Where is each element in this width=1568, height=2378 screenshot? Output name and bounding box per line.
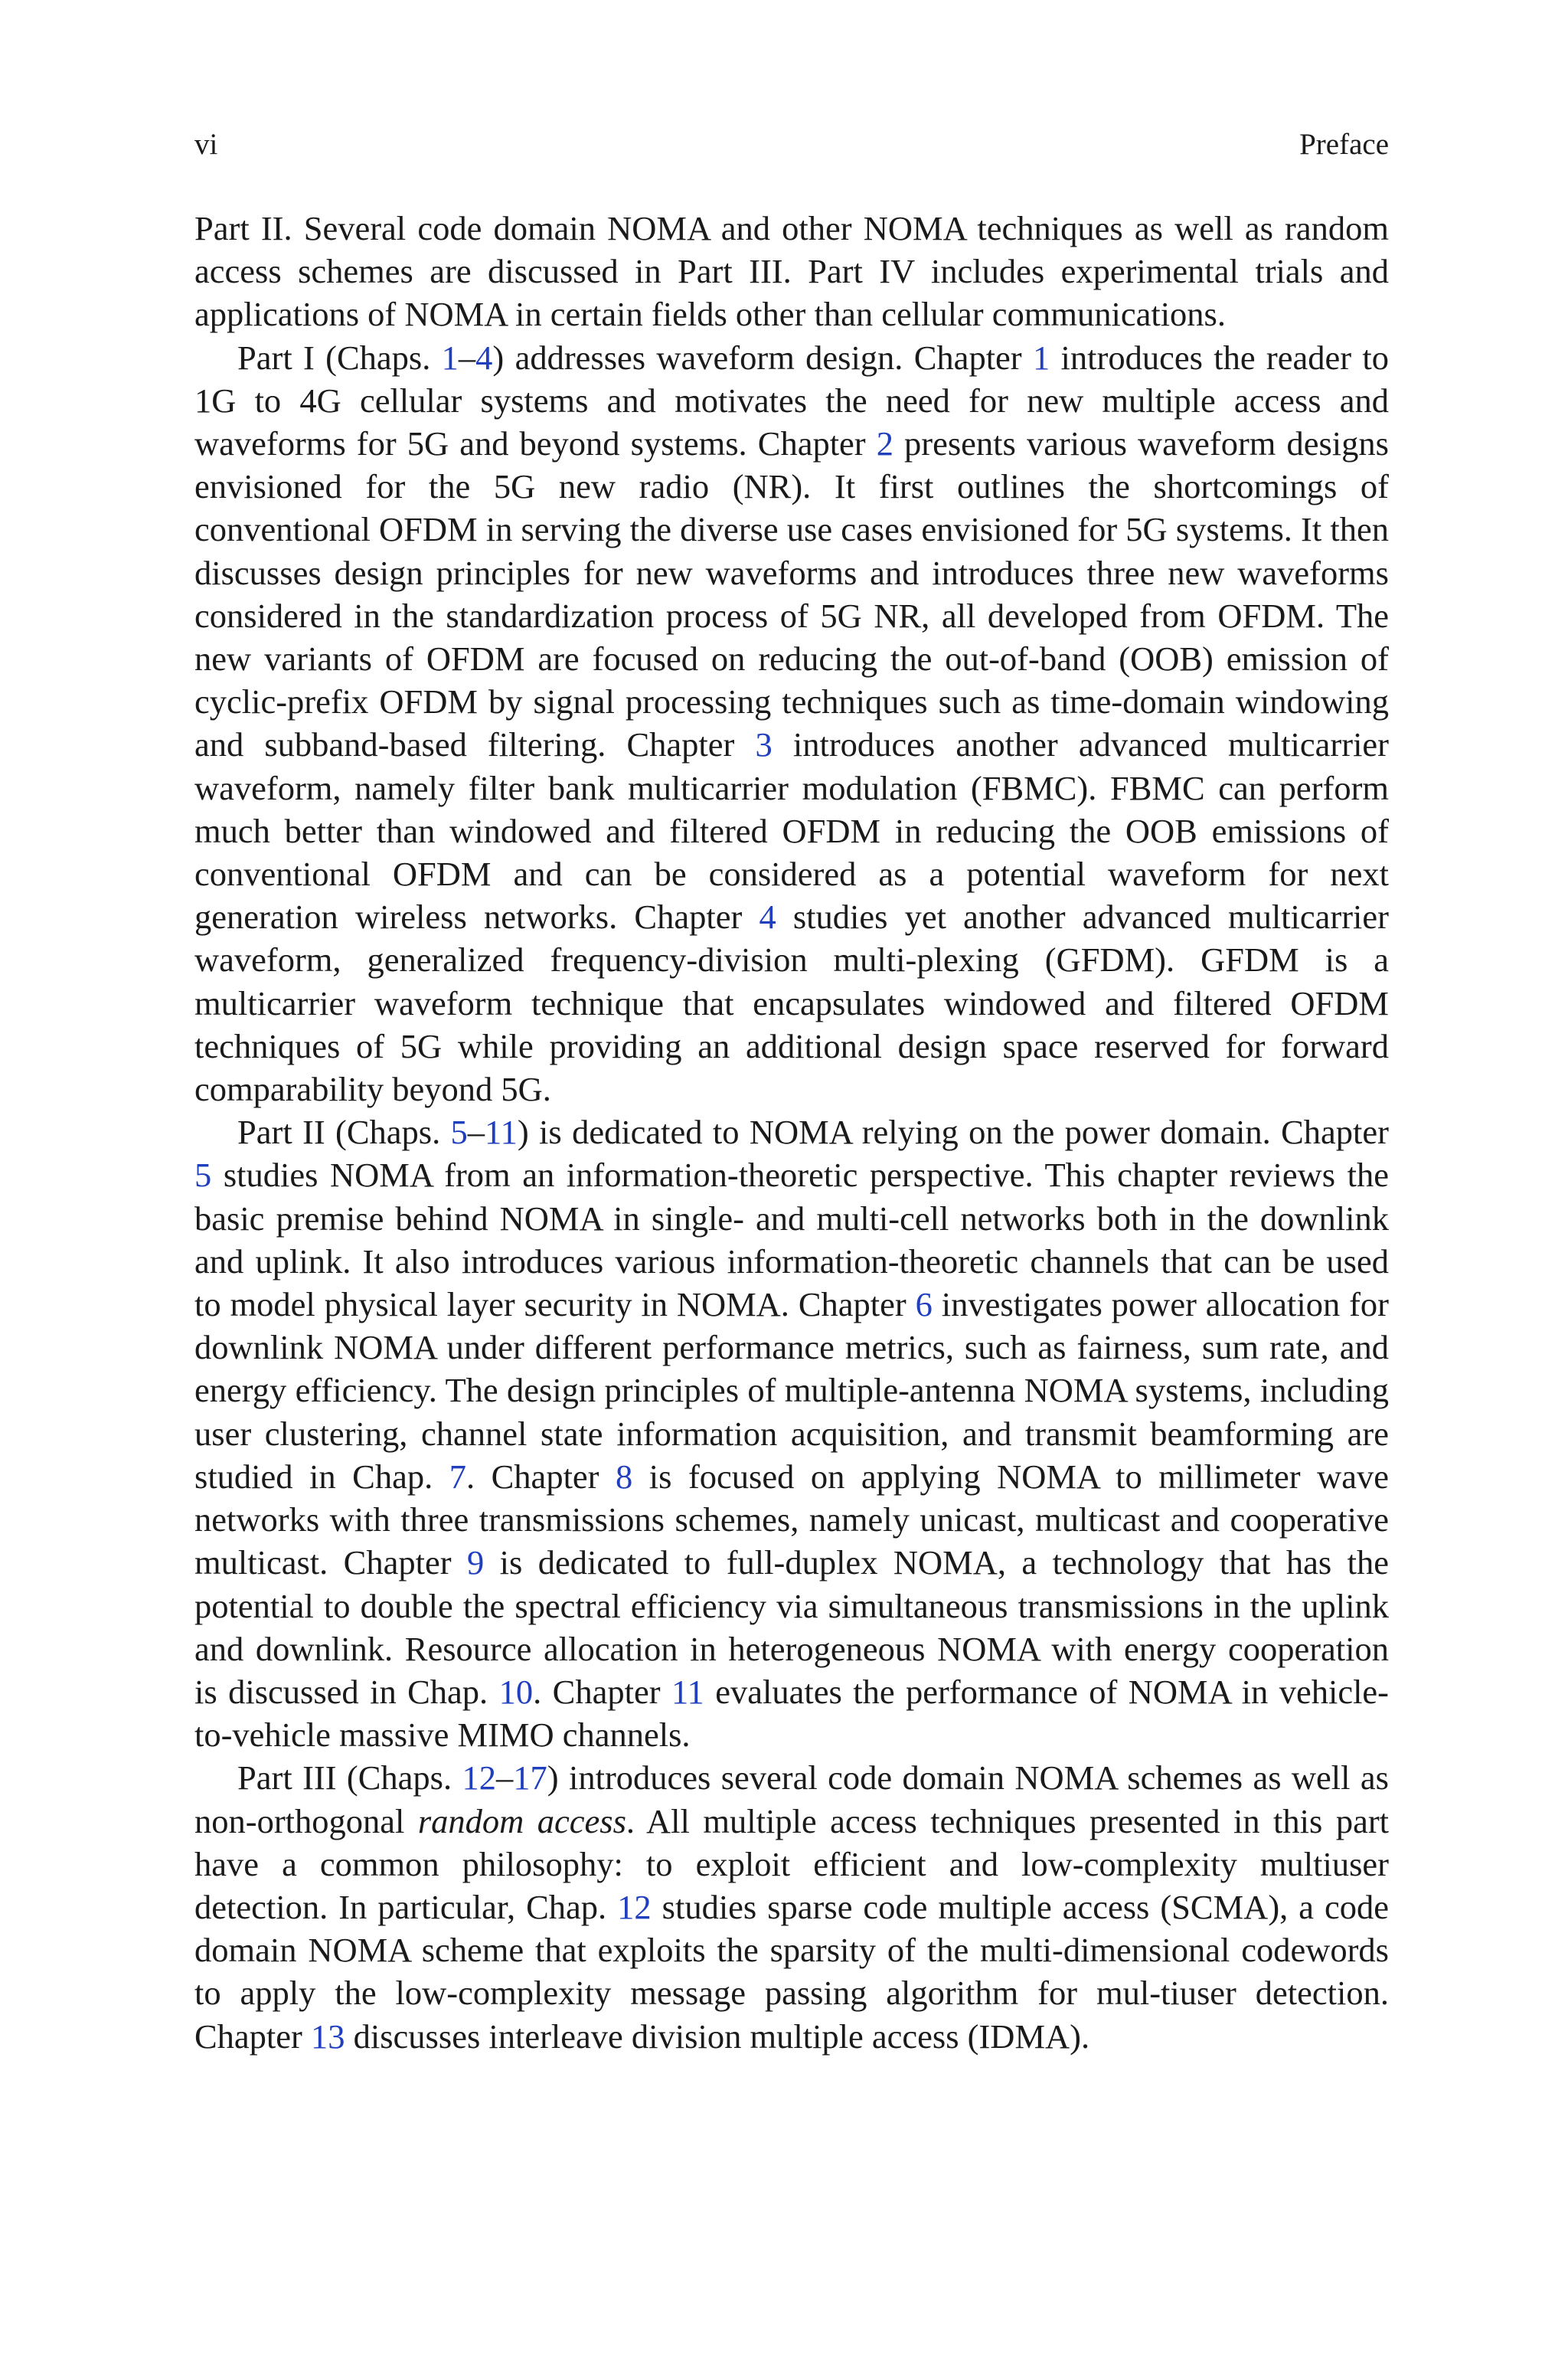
text-run: ) addresses waveform design. Chapter <box>492 338 1033 377</box>
page-number: vi <box>194 128 218 161</box>
chapter-link[interactable]: 10 <box>498 1672 534 1711</box>
text-run: studies NOMA from an information-theoretic perspective. This chapter reviews the basic premise behind NOMA in single- and multi-cell networks both in the downlink and uplink. It also introduces various information-theoretic channels that can be used to model physical layer security in NOMA. Chapter <box>194 1156 1389 1324</box>
chapter-link[interactable]: 7 <box>449 1457 466 1496</box>
text-run: Part II (Chaps. <box>237 1113 451 1152</box>
text-run: Part II. Several code domain NOMA and other NOMA techniques as well as random access schemes are discussed in Part III. Part IV includes experimental trials and applications of NOMA in certain fields other than cellular communications. <box>194 209 1389 334</box>
text-run: discusses interleave division multiple access (IDMA). <box>345 2017 1090 2056</box>
text-run: ) is dedicated to NOMA relying on the power domain. Chapter <box>517 1113 1389 1152</box>
chapter-link[interactable]: 11 <box>671 1672 704 1711</box>
running-title: Preface <box>1299 128 1389 161</box>
chapter-link[interactable]: 3 <box>755 725 773 764</box>
text-run: Part III (Chaps. <box>237 1758 462 1797</box>
text-run: . All multiple access techniques presented in this part have a common philosophy: to exploit efficient and low-complexity multiuser detection. In particular, Chap. <box>194 1801 1390 1926</box>
text-run: presents various waveform designs envisioned for the 5G new radio (NR). It first outlines the shortcomings of conventional OFDM in serving the diverse use cases envisioned for 5G systems. It then discusses design principles for new waveforms and introduces three new waveforms considered in the standardization process of 5G NR, all developed from OFDM. The new variants of OFDM are focused on reducing the out-of-band (OOB) emission of cyclic-prefix OFDM by signal processing techniques such as time-domain windowing and subband-based filtering. Chapter <box>194 424 1389 764</box>
text-run: ) introduces several code domain NOMA schemes as well as non-orthogonal <box>194 1758 1389 1840</box>
chapter-link[interactable]: 13 <box>311 2017 345 2056</box>
text-run: evaluates the performance of NOMA in vehicle-to-vehicle massive MIMO channels. <box>194 1672 1390 1755</box>
paragraph-part-one <box>194 336 1389 1111</box>
chapter-link[interactable]: 1 <box>1032 338 1050 377</box>
paragraph-part-two <box>194 1110 1389 1756</box>
text-run: is focused on applying NOMA to millimeter wave networks with three transmissions schemes, namely unicast, multicast and cooperative multicast. Chapter <box>194 1457 1390 1582</box>
paragraph-intro-continuation <box>194 207 1389 336</box>
text-run: – <box>467 1113 485 1152</box>
chapter-link[interactable]: 4 <box>759 898 776 937</box>
body-text <box>194 207 1389 2058</box>
chapter-link[interactable]: 17 <box>513 1758 547 1797</box>
chapter-link[interactable]: 8 <box>616 1457 633 1496</box>
chapter-link[interactable]: 9 <box>466 1543 485 1582</box>
chapter-link[interactable]: 12 <box>617 1887 652 1926</box>
text-run: is dedicated to full-duplex NOMA, a technology that has the potential to double the spectral efficiency via simultaneous transmissions in the uplink and downlink. Resource allocation in heterogeneous NOMA with energy cooperation is discussed in Chap. <box>194 1543 1389 1711</box>
chapter-link[interactable]: 5 <box>194 1156 212 1195</box>
page-header <box>194 126 1389 164</box>
text-run: – <box>496 1758 514 1797</box>
chapter-link[interactable]: 5 <box>450 1113 468 1152</box>
text-run: Part I (Chaps. <box>237 338 442 377</box>
text-run: . Chapter <box>533 1672 671 1711</box>
chapter-link[interactable]: 6 <box>915 1285 933 1324</box>
chapter-link[interactable]: 2 <box>876 424 893 463</box>
chapter-link[interactable]: 12 <box>462 1758 497 1797</box>
text-run: introduces another advanced multicarrier waveform, namely filter bank multicarrier modulation (FBMC). FBMC can perform much better than windowed and filtered OFDM in reducing the OOB emissions of conventional OFDM and can be considered as a potential waveform for next generation wireless networks. Chapter <box>194 725 1389 937</box>
paragraph-part-three <box>194 1756 1389 2057</box>
text-run: – <box>458 338 476 377</box>
emphasis-text: random access <box>417 1801 626 1840</box>
text-run: . Chapter <box>466 1457 616 1496</box>
text-run: studies sparse code multiple access (SCMA), a code domain NOMA scheme that exploits the sparsity of the multi-dimensional codewords to apply the low-complexity message passing algorithm for mul-tiuser detection. Chapter <box>194 1887 1389 2056</box>
chapter-link[interactable]: 4 <box>475 338 493 377</box>
text-run: studies yet another advanced multicarrier waveform, generalized frequency-division multi-plexing (GFDM). GFDM is a multicarrier waveform technique that encapsulates windowed and filtered OFDM techniques of 5G while providing an additional design space reserved for forward comparability beyond 5G. <box>194 898 1389 1109</box>
chapter-link[interactable]: 1 <box>441 338 459 377</box>
text-run: introduces the reader to 1G to 4G cellular systems and motivates the need for new multiple access and waveforms for 5G and beyond systems. Chapter <box>194 338 1389 463</box>
chapter-link[interactable]: 11 <box>485 1113 518 1152</box>
text-run: investigates power allocation for downlink NOMA under different performance metrics, such as fairness, sum rate, and energy efficiency. The design principles of multiple-antenna NOMA systems, including user clustering, channel state information acquisition, and transmit beamforming are studied in Chap. <box>194 1285 1389 1496</box>
